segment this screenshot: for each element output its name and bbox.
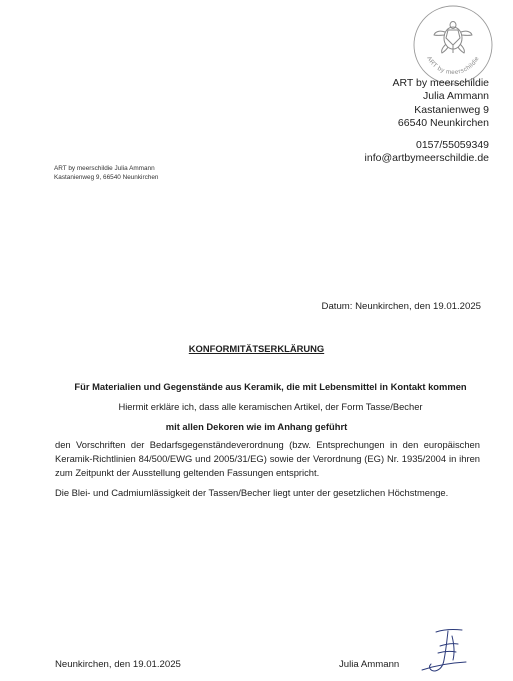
footer-place-date: Neunkirchen, den 19.01.2025 [55, 659, 181, 670]
return-address [54, 164, 158, 182]
paragraph-lead-cadmium: Die Blei- und Cadmiumlässigkeit der Tassen/Becher liegt unter der gesetzlichen Höchstmenge. [55, 487, 449, 498]
svg-text:ART by meerschildie [425, 55, 481, 76]
sender-name: Julia Ammann [423, 90, 489, 103]
signature-icon [418, 626, 470, 674]
sender-email: info@artbymeerschildie.de [364, 152, 489, 165]
subject-line: Für Materialien und Gegenstände aus Keramik, die mit Lebensmittel in Kontakt kommen [74, 381, 467, 392]
company-logo [412, 4, 494, 86]
logo-text: ART by meerschildie [425, 55, 481, 77]
sender-city: 66540 Neunkirchen [397, 117, 489, 130]
document-title: KONFORMITÄTSERKLÄRUNG [188, 343, 325, 354]
date-line: Datum: Neunkirchen, den 19.01.2025 [321, 301, 481, 312]
sender-address [239, 77, 489, 131]
declaration-intro: Hiermit erkläre ich, dass alle keramischen Artikel, der Form Tasse/Becher [118, 401, 423, 412]
sender-phone: 0157/55059349 [416, 139, 489, 151]
return-address-line-2: Kastanienweg 9, 66540 Neunkirchen [54, 174, 159, 181]
sender-contact [239, 139, 489, 166]
decor-line: mit allen Dekoren wie im Anhang geführt [165, 421, 348, 432]
turtle-seal-icon [412, 4, 494, 86]
paragraph-regulations: den Vorschriften der Bedarfsgegenständeverordnung (bzw. Entsprechungen in den europäischen Keramik-Richtlinien 84/500/EWG und 2005/31/EG) sowie der Verordnung (EG) Nr. 1935/2004 in ihren zum Zeitpunkt der Ausstellung geltenden Fassungen entspricht. [55, 439, 480, 479]
sender-company: ART by meerschildie [392, 77, 489, 89]
sender-street: Kastanienweg 9 [414, 103, 489, 116]
signature [418, 626, 470, 674]
return-address-line-1: ART by meerschildie Julia Ammann [54, 165, 155, 172]
footer-name: Julia Ammann [339, 659, 400, 670]
